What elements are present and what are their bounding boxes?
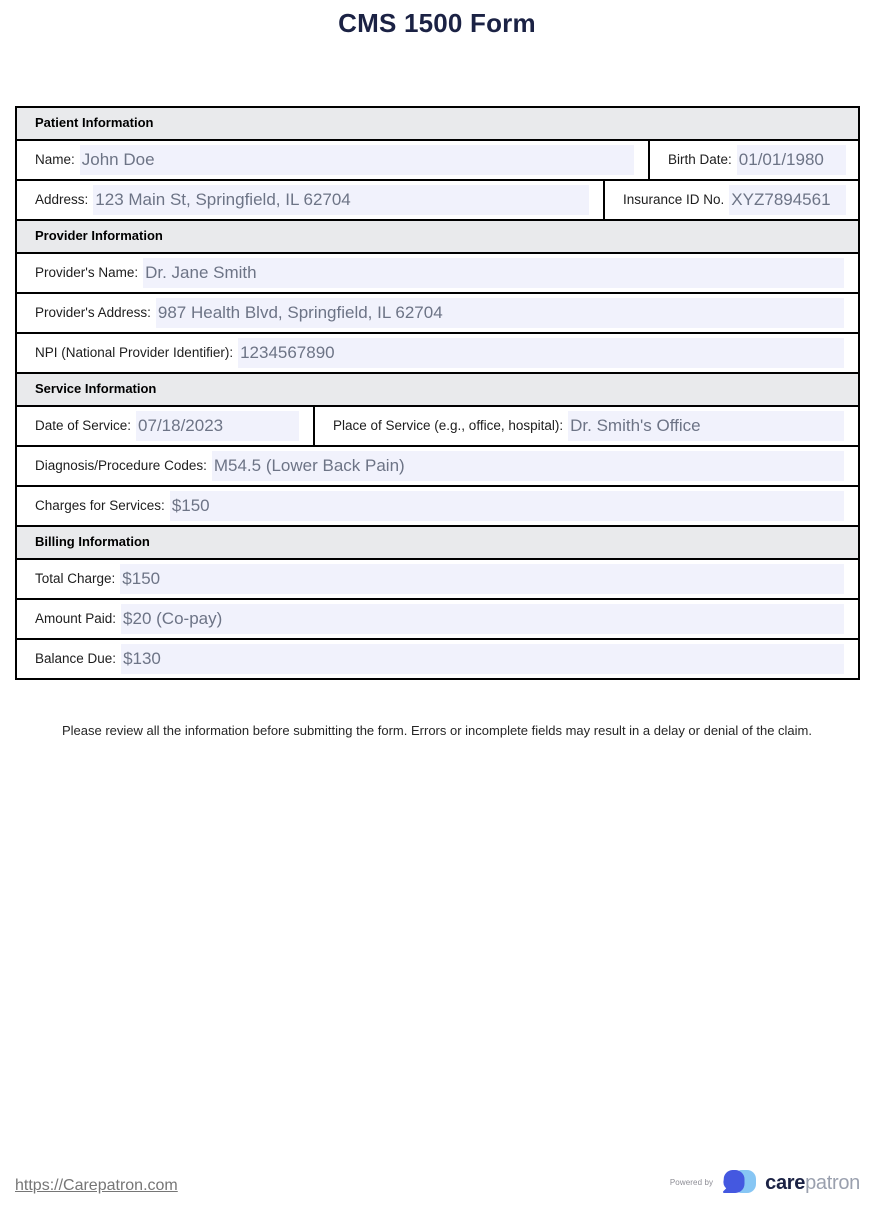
value-provider-address[interactable]: 987 Health Blvd, Springfield, IL 62704 xyxy=(156,298,844,328)
form-row-amount-paid xyxy=(17,600,858,640)
value-date-of-service[interactable]: 07/18/2023 xyxy=(136,411,299,441)
value-charges-for-services[interactable]: $150 xyxy=(170,491,844,521)
cms-1500-form-table xyxy=(15,106,860,680)
form-row-npi xyxy=(17,334,858,374)
form-row-provider-name xyxy=(17,254,858,294)
form-row-diagnosis-codes xyxy=(17,447,858,487)
field-cell-place-of-service[interactable] xyxy=(313,407,858,445)
label-place-of-service: Place of Service (e.g., office, hospital): xyxy=(333,418,564,433)
field-cell-charges-for-services[interactable] xyxy=(17,487,858,525)
section-header-service-information: Service Information xyxy=(17,374,858,407)
label-birth-date: Birth Date: xyxy=(668,152,732,167)
value-diagnosis-codes[interactable]: M54.5 (Lower Back Pain) xyxy=(212,451,844,481)
label-insurance-id: Insurance ID No. xyxy=(623,192,725,207)
value-birth-date[interactable]: 01/01/1980 xyxy=(737,145,846,175)
label-npi: NPI (National Provider Identifier): xyxy=(35,345,234,360)
carepatron-logo-icon xyxy=(720,1168,758,1198)
form-row-date-place-of-service xyxy=(17,407,858,447)
label-address: Address: xyxy=(35,192,89,207)
form-row-total-charge xyxy=(17,560,858,600)
value-insurance-id[interactable]: XYZ7894561 xyxy=(729,185,846,215)
wordmark-patron: patron xyxy=(805,1172,860,1194)
value-place-of-service[interactable]: Dr. Smith's Office xyxy=(568,411,844,441)
form-row-name-birthdate xyxy=(17,141,858,181)
form-row-address-insurance-id xyxy=(17,181,858,221)
label-diagnosis-codes: Diagnosis/Procedure Codes: xyxy=(35,458,207,473)
field-cell-date-of-service[interactable] xyxy=(17,407,313,445)
page-title: CMS 1500 Form xyxy=(338,8,536,38)
field-cell-amount-paid[interactable] xyxy=(17,600,858,638)
field-cell-insurance-id[interactable] xyxy=(603,181,858,219)
field-cell-address[interactable] xyxy=(17,181,603,219)
label-total-charge: Total Charge: xyxy=(35,571,116,586)
section-header-patient-information: Patient Information xyxy=(17,108,858,141)
label-balance-due: Balance Due: xyxy=(35,651,117,666)
field-cell-provider-address[interactable] xyxy=(17,294,858,332)
section-header-billing-information: Billing Information xyxy=(17,527,858,560)
value-total-charge[interactable]: $150 xyxy=(120,564,844,594)
label-amount-paid: Amount Paid: xyxy=(35,611,117,626)
section-header-provider-information: Provider Information xyxy=(17,221,858,254)
page-footer xyxy=(0,1168,874,1208)
wordmark-care: care xyxy=(765,1172,806,1194)
field-cell-npi[interactable] xyxy=(17,334,858,372)
label-provider-name: Provider's Name: xyxy=(35,265,139,280)
value-balance-due[interactable]: $130 xyxy=(121,644,844,674)
field-cell-name[interactable] xyxy=(17,141,648,179)
value-amount-paid[interactable]: $20 (Co-pay) xyxy=(121,604,844,634)
label-name: Name: xyxy=(35,152,75,167)
label-date-of-service: Date of Service: xyxy=(35,418,132,433)
label-provider-address: Provider's Address: xyxy=(35,305,151,320)
carepatron-wordmark xyxy=(765,1172,860,1194)
field-cell-diagnosis-codes[interactable] xyxy=(17,447,858,485)
form-row-charges-for-services xyxy=(17,487,858,527)
field-cell-balance-due[interactable] xyxy=(17,640,858,678)
value-npi[interactable]: 1234567890 xyxy=(238,338,844,368)
value-address[interactable]: 123 Main St, Springfield, IL 62704 xyxy=(93,185,589,215)
field-cell-birth-date[interactable] xyxy=(648,141,858,179)
value-provider-name[interactable]: Dr. Jane Smith xyxy=(143,258,844,288)
carepatron-branding xyxy=(670,1168,860,1198)
form-row-provider-address xyxy=(17,294,858,334)
field-cell-provider-name[interactable] xyxy=(17,254,858,292)
label-charges-for-services: Charges for Services: xyxy=(35,498,165,513)
review-notice: Please review all the information before submitting the form. Errors or incomplete fields may result in a delay or denial of the claim. xyxy=(61,723,812,738)
value-name[interactable]: John Doe xyxy=(80,145,634,175)
powered-by-label: Powered by xyxy=(669,1177,714,1187)
carepatron-url-link[interactable]: https://Carepatron.com xyxy=(15,1177,178,1194)
form-row-balance-due xyxy=(17,640,858,678)
field-cell-total-charge[interactable] xyxy=(17,560,858,598)
